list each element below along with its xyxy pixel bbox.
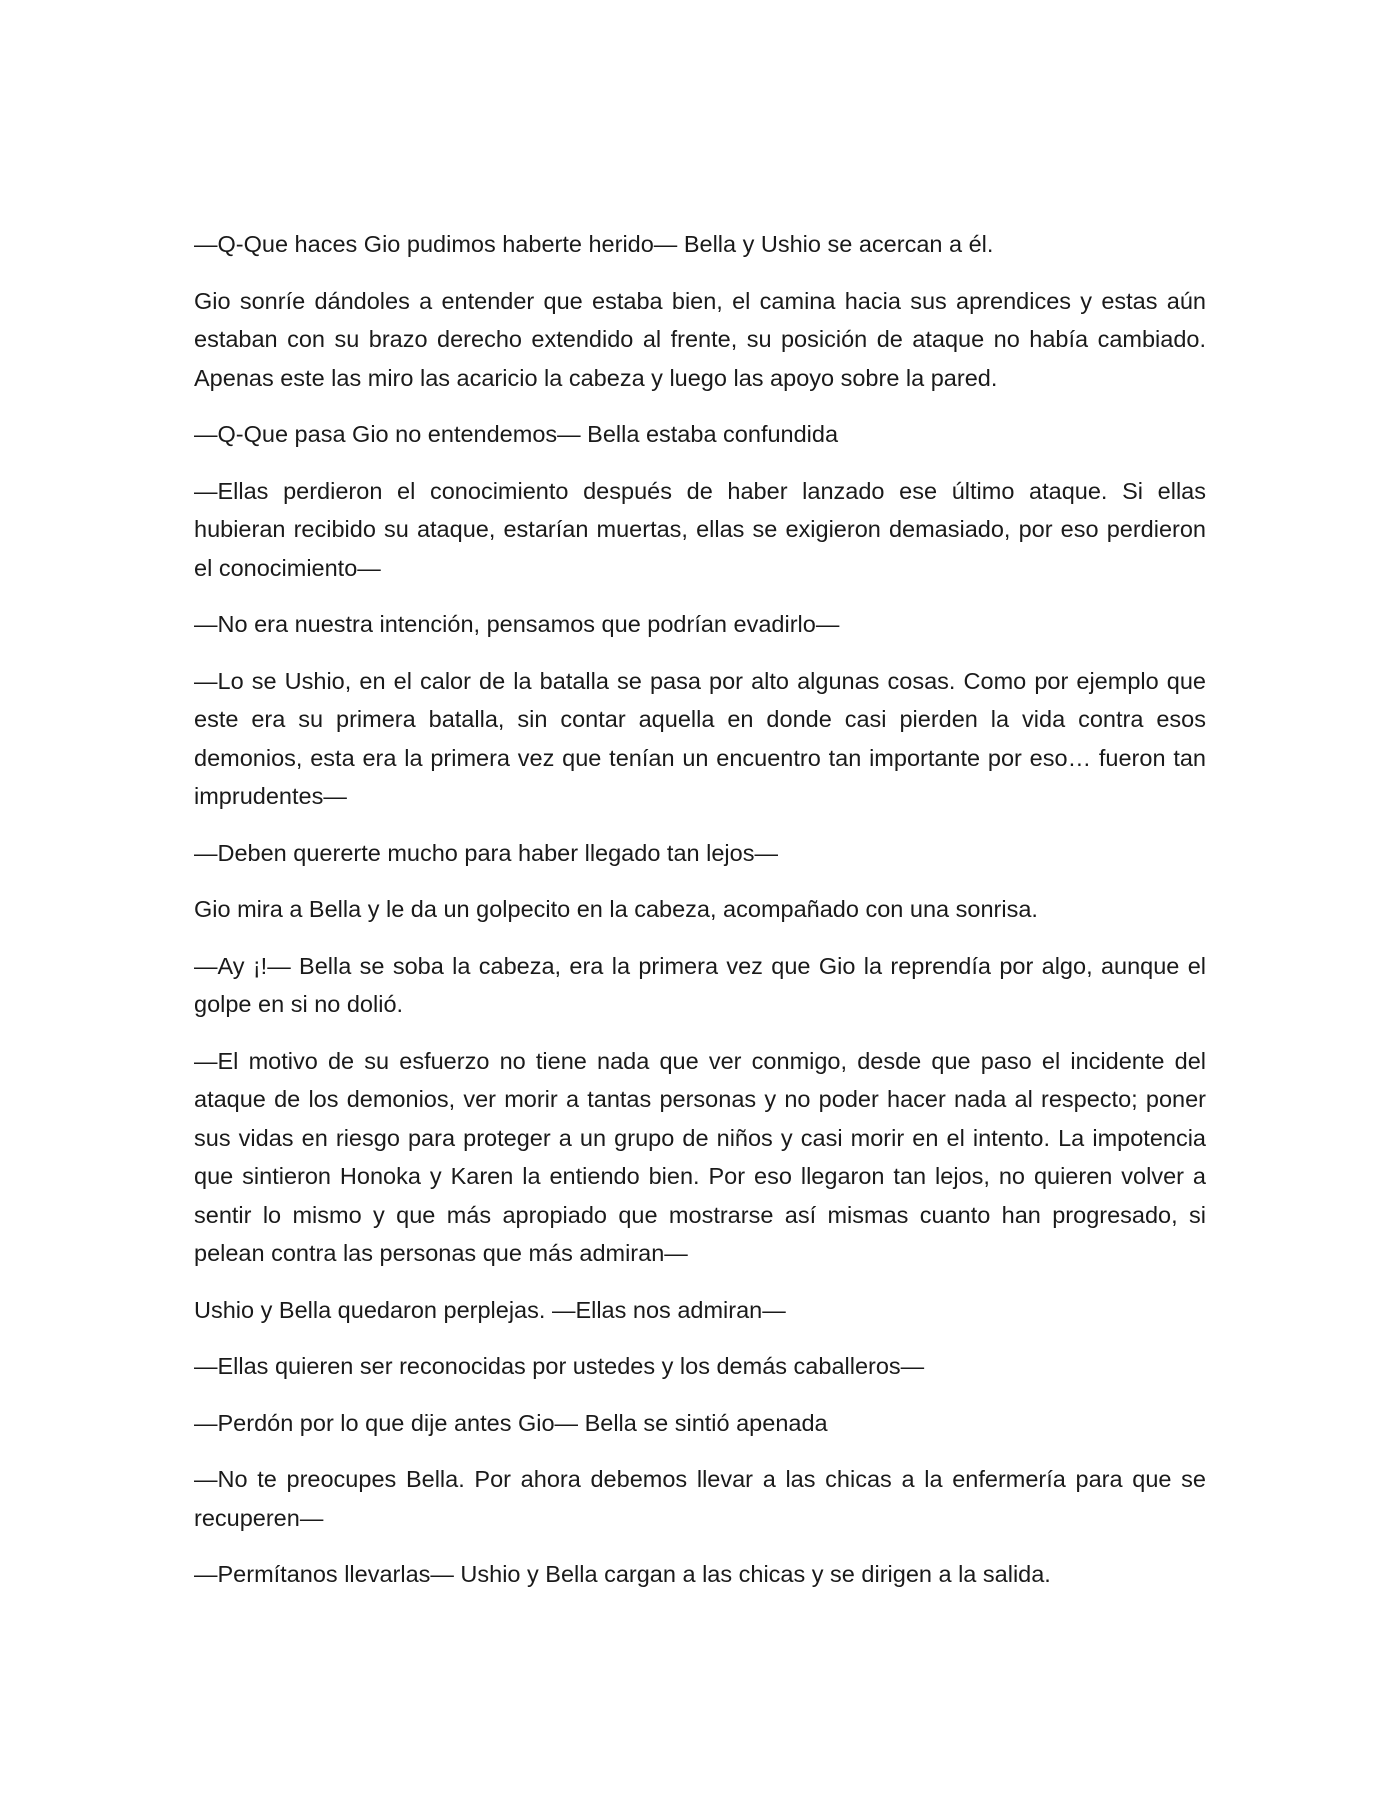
paragraph-4: —Ellas perdieron el conocimiento después de haber lanzado ese último ataque. Si ellas hubieran recibido su ataque, estarían muertas, ellas se exigieron demasiado, por eso perdieron el conocimiento— [194, 477, 1206, 581]
paragraph-14: —No te preocupes Bella. Por ahora debemos llevar a las chicas a la enfermería para que se recuperen— [194, 1466, 1206, 1531]
paragraph-7: —Deben quererte mucho para haber llegado tan lejos— [194, 839, 778, 866]
paragraph-5: —No era nuestra intención, pensamos que podrían evadirlo— [194, 611, 840, 637]
paragraph-11: Ushio y Bella quedaron perplejas. —Ellas nos admiran— [194, 1296, 786, 1323]
paragraph-3: —Q-Que pasa Gio no entendemos— Bella estaba confundida [194, 421, 839, 447]
document-page [194, 225, 1206, 1612]
paragraph-12: —Ellas quieren ser reconocidas por ustedes y los demás caballeros— [194, 1353, 925, 1379]
paragraph-9: —Ay ¡!— Bella se soba la cabeza, era la primera vez que Gio la reprendía por algo, aunque el golpe en si no dolió. [194, 952, 1206, 1017]
paragraph-6: —Lo se Ushio, en el calor de la batalla se pasa por alto algunas cosas. Como por ejemplo que este era su primera batalla, sin contar aquella en donde casi pierden la vida contra esos demonios, esta era la primera vez que tenían un encuentro tan importante por eso… fueron tan imprudentes— [194, 667, 1206, 809]
paragraph-13: —Perdón por lo que dije antes Gio— Bella se sintió apenada [194, 1409, 828, 1436]
paragraph-1: —Q-Que haces Gio pudimos haberte herido— Bella y Ushio se acercan a él. [194, 231, 994, 257]
paragraph-15: —Permítanos llevarlas— Ushio y Bella cargan a las chicas y se dirigen a la salida. [194, 1561, 1051, 1587]
paragraph-2: Gio sonríe dándoles a entender que estaba bien, el camina hacia sus aprendices y estas aún estaban con su brazo derecho extendido al frente, su posición de ataque no había cambiado. Apenas este las miro las acaricio la cabeza y luego las apoyo sobre la pared. [194, 287, 1206, 391]
paragraph-10: —El motivo de su esfuerzo no tiene nada que ver conmigo, desde que paso el incidente del ataque de los demonios, ver morir a tantas personas y no poder hacer nada al respecto; poner sus vidas en riesgo para proteger a un grupo de niños y casi morir en el intento. La impotencia que sintieron Honoka y Karen la entiendo bien. Por eso llegaron tan lejos, no quieren volver a sentir lo mismo y que más apropiado que mostrarse así mismas cuanto han progresado, si pelean contra las personas que más admiran— [194, 1047, 1206, 1266]
paragraph-8: Gio mira a Bella y le da un golpecito en la cabeza, acompañado con una sonrisa. [194, 896, 1038, 922]
